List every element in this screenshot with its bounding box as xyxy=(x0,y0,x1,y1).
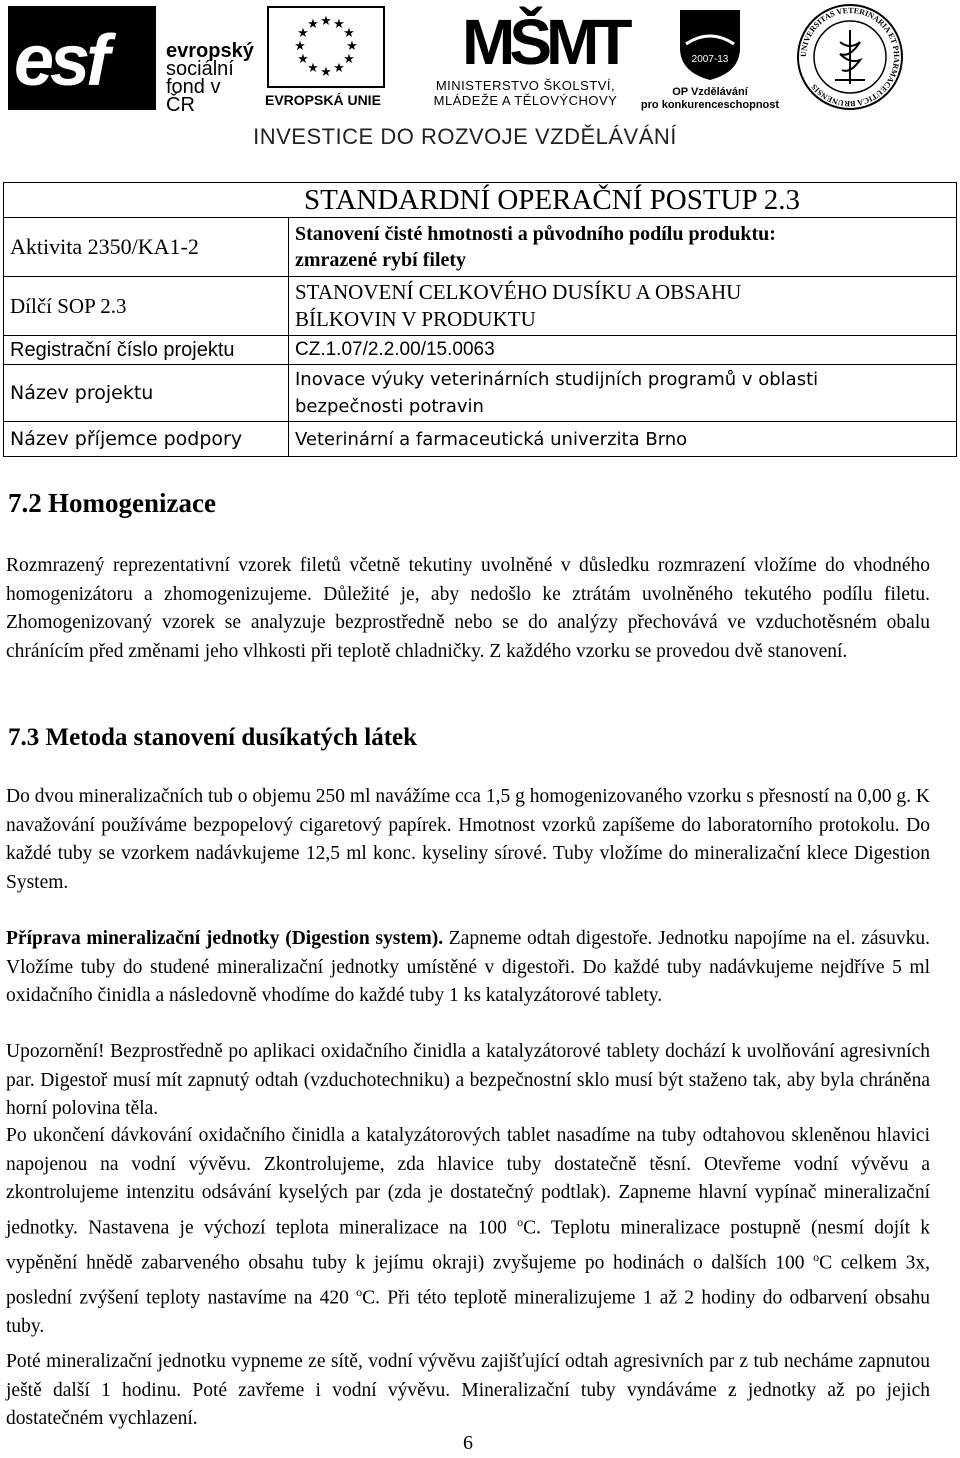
registration-value: CZ.1.07/2.2.00/15.0063 xyxy=(289,336,957,365)
sop-value-line-2: BÍLKOVIN V PRODUKTU xyxy=(295,307,536,331)
page-number: 6 xyxy=(463,1432,473,1454)
activity-value xyxy=(289,218,957,277)
logo-header xyxy=(0,0,960,160)
svg-text:★: ★ xyxy=(294,39,306,54)
section-73-title: Metoda stanovení dusíkatých látek xyxy=(45,724,418,751)
esf-letters: esf xyxy=(14,21,107,101)
sop-row xyxy=(4,277,957,336)
registration-row xyxy=(4,336,957,365)
esf-logo-mark xyxy=(8,6,156,110)
op-line-1: OP Vzdělávání xyxy=(672,86,748,98)
project-value-line-1: Inovace výuky veterinárních studijních programů v oblasti xyxy=(295,369,819,390)
eu-flag-icon xyxy=(267,6,385,88)
po-ukonceni-part-3: C celkem 3x, poslední zvýšení teploty nastavíme na 420 xyxy=(6,1252,931,1308)
project-label: Název projektu xyxy=(4,365,289,422)
po-ukonceni-part-1: Po ukončení dávkování oxidačního činidla a katalyzátorových tablet nasadíme na tuby odtahovou skleněnou hlavici napojenou na vodní vývěvu. Zkontrolujeme, zda hlavice tuby dostatečně těsní. Otevřeme vodní vývěvu a zkontrolujeme intenzitu odsávání kyselých par (zda je dostatečný podtlak). Zapneme hlavní vypínač mineralizační jednotky. Nastavena je výchozí teplota mineralizace na 100 xyxy=(6,1125,930,1238)
po-ukonceni-paragraph xyxy=(6,1122,930,1341)
svg-text:★: ★ xyxy=(343,26,355,41)
section-72-heading xyxy=(8,488,216,519)
project-row xyxy=(4,365,957,422)
recipient-row xyxy=(4,422,957,457)
svg-text:★: ★ xyxy=(297,26,309,41)
activity-row xyxy=(4,218,957,277)
activity-value-line-2: zmrazené rybí filety xyxy=(295,249,467,271)
investice-slogan: INVESTICE DO ROZVOJE VZDĚLÁVÁNÍ xyxy=(253,124,677,149)
esf-line-3: fond v ČR xyxy=(166,76,221,116)
eu-label: EVROPSKÁ UNIE xyxy=(265,92,381,108)
degree-sup-2: o xyxy=(813,1249,820,1264)
university-seal-icon xyxy=(795,2,905,112)
msmt-logo xyxy=(418,4,628,110)
banner-row xyxy=(4,183,957,218)
msmt-logo-mark xyxy=(462,4,627,79)
recipient-label: Název příjemce podpory xyxy=(4,422,289,457)
op-logo-text xyxy=(640,86,780,112)
op-badge-year: 2007-13 xyxy=(691,54,729,65)
svg-text:★: ★ xyxy=(343,52,355,67)
registration-label: Registrační číslo projektu xyxy=(4,336,289,365)
sop-label: Dílčí SOP 2.3 xyxy=(4,277,289,336)
po-ukonceni-part-2: C. Teplotu mineralizace postupně (nesmí dojít k vypěnění hnědě zabarveného obsahu tuby k jejímu okraji) zvyšujeme po hodinách o dalších 100 xyxy=(6,1217,931,1273)
svg-text:★: ★ xyxy=(297,52,309,67)
po-ukonceni-part-4: C. Při této teplotě mineralizujeme 1 až 2 hodiny do odbarvení obsahu tuby. xyxy=(6,1287,931,1337)
svg-text:★: ★ xyxy=(333,61,345,76)
activity-value-line-1: Stanovení čisté hmotnosti a původního podílu produktu: xyxy=(295,223,776,245)
section-73-text: Do dvou mineralizačních tub o objemu 250 ml navážíme cca 1,5 g homogenizovaného vzorku s přesností na 0,00 g. K navažování používáme bezpopelový cigaretový papírek. Hmotnost vzorků zapíšeme do laboratorního protokolu. Do každé tuby se vzorkem nadávkujeme 12,5 ml konc. kyseliny sírové. Tuby vložíme do mineralizační klece Digestion System. xyxy=(6,786,930,893)
msmt-letters: MŠMT xyxy=(462,6,627,78)
recipient-value: Veterinární a farmaceutická univerzita Brno xyxy=(289,422,957,457)
op-badge-icon xyxy=(676,4,744,82)
svg-text:★: ★ xyxy=(333,17,345,32)
sop-value-line-1: STANOVENÍ CELKOVÉHO DUSÍKU A OBSAHU xyxy=(295,280,742,304)
svg-text:★: ★ xyxy=(320,14,332,29)
svg-text:★: ★ xyxy=(307,61,319,76)
esf-line-1: evropský xyxy=(166,40,254,62)
priprava-text: Zapneme odtah digestoře. Jednotku napojíme na el. zásuvku. Vložíme tuby do studené mineralizační jednotky umístěné v digestoři. Do každé tuby nadávkujeme nejdříve 5 ml oxidačního činidla a následovně vhodíme do každé tuby 1 ks katalyzátorové tablety. xyxy=(6,928,930,1006)
priprava-heading: Příprava mineralizační jednotky (Digestion system). xyxy=(6,928,444,949)
esf-logo xyxy=(8,6,254,116)
section-73-heading xyxy=(8,724,417,752)
section-72-title: Homogenizace xyxy=(48,488,216,518)
msmt-line-2: MLÁDEŽE A TĚLOVÝCHOVY xyxy=(433,93,618,108)
esf-logo-text xyxy=(166,42,254,114)
sop-banner: STANDARDNÍ OPERAČNÍ POSTUP 2.3 xyxy=(4,183,957,218)
section-73-number: 7.3 xyxy=(8,724,40,751)
sop-value xyxy=(289,277,957,336)
priprava-paragraph xyxy=(6,925,930,1011)
esf-line-2: sociální xyxy=(166,58,234,80)
svg-text:★: ★ xyxy=(307,17,319,32)
pote-paragraph: Poté mineralizační jednotku vypneme ze sítě, vodní vývěvu zajišťující odtah agresivních par z tub necháme zapnutou ještě další 1 hodinu. Poté zavřeme i vodní vývěvu. Mineralizační tuby vyndáváme z jednotky až po jejich dostatečném vychlazení. xyxy=(6,1351,930,1429)
svg-text:★: ★ xyxy=(320,65,332,80)
svg-text:★: ★ xyxy=(346,39,358,54)
section-72-number: 7.2 xyxy=(8,488,42,518)
degree-sup-3: o xyxy=(356,1284,363,1299)
activity-label: Aktivita 2350/KA1-2 xyxy=(4,218,289,277)
msmt-line-1: MINISTERSTVO ŠKOLSTVÍ, xyxy=(435,78,616,93)
section-72-text: Rozmrazený reprezentativní vzorek filetů včetně tekutiny uvolněné v důsledku rozmrazení vložíme do vhodného homogenizátoru a zhomogenizujeme. Důležité je, aby nedošlo ke ztrátám uvolněného tekutého podílu filetu. Zhomogenizovaný vzorek se analyzuje bezprostředně nebo se do analýzy přechovává ve vzduchotěsném obalu chránícím před změnami jeho vlhkosti při teplotě chladničky. Z každého vzorku se provedou dvě stanovení. xyxy=(6,555,930,662)
project-value-line-2: bezpečnosti potravin xyxy=(295,396,484,417)
msmt-logo-text xyxy=(418,78,633,108)
degree-sup-1: o xyxy=(517,1214,524,1229)
op-vk-logo xyxy=(640,4,780,110)
upozorneni-paragraph: Upozornění! Bezprostředně po aplikaci oxidačního činidla a katalyzátorové tablety dochází k uvolňování agresivních par. Digestoř musí mít zapnutý odtah (vzduchotechniku) a bezpečnostní sklo musí být staženo tak, aby byla chráněna horní polovina těla. xyxy=(6,1041,930,1119)
op-line-2: pro konkurenceschopnost xyxy=(640,99,780,111)
project-value xyxy=(289,365,957,422)
info-table xyxy=(3,182,957,457)
eu-logo xyxy=(265,6,393,110)
seal-text: UNIVERSITAS VETERINARIA ET PHARMACEUTICA BRUNENSIS xyxy=(798,5,902,109)
